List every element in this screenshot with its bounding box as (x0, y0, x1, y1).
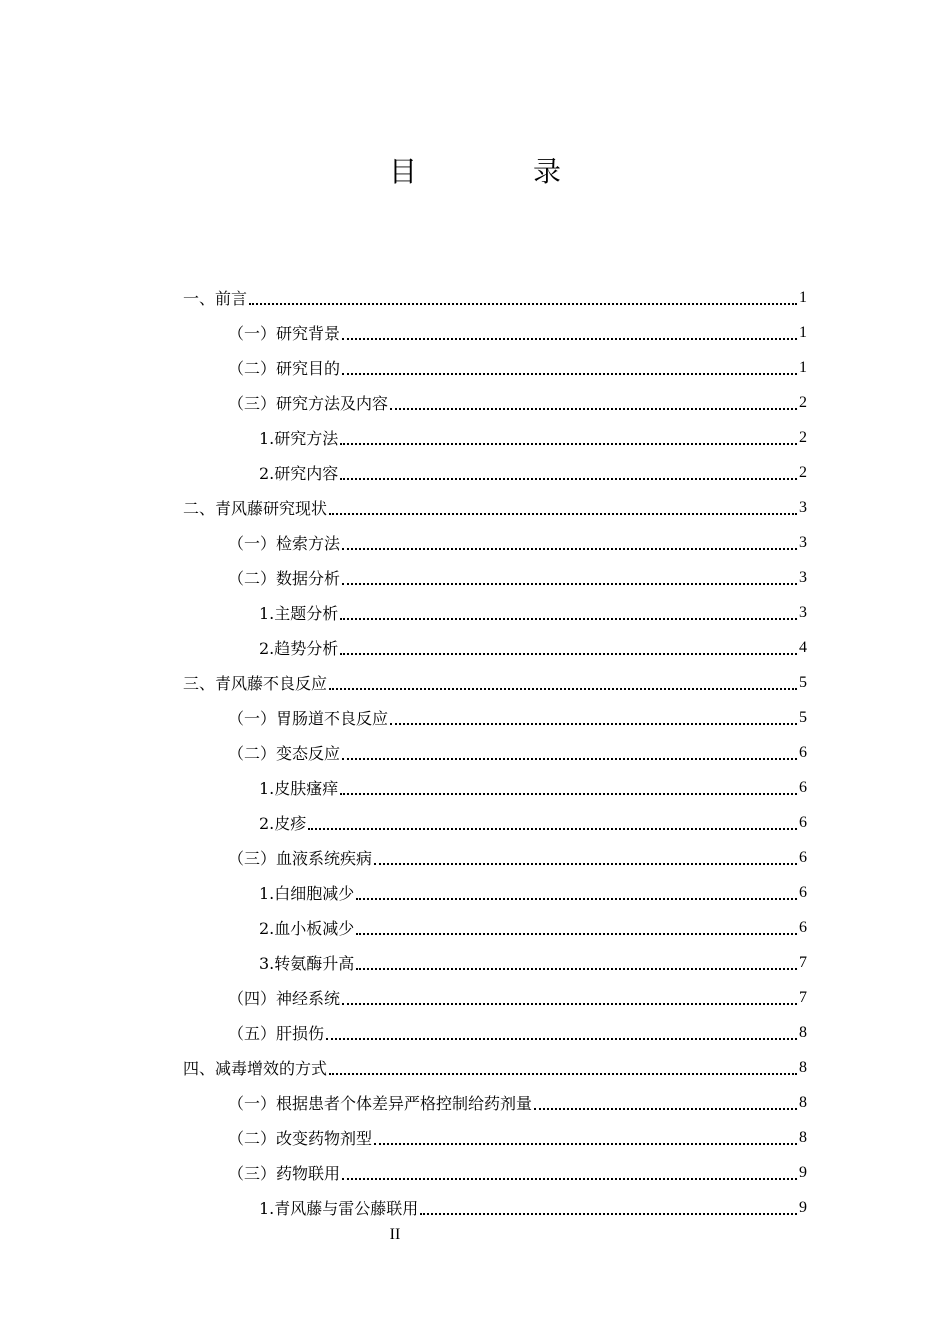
toc-entry-label: （二）研究目的 (228, 359, 341, 378)
toc-entry-page-number: 1 (799, 323, 807, 341)
toc-entry-page-number: 2 (799, 463, 807, 481)
toc-entry-label: 2.研究内容 (259, 464, 339, 483)
toc-dot-leader (340, 792, 797, 795)
toc-entry[interactable] (228, 1155, 807, 1190)
toc-entry-page-number: 1 (799, 358, 807, 376)
toc-dot-leader (534, 1107, 797, 1110)
toc-entry-page-number: 8 (799, 1128, 807, 1146)
toc-entry-label: （二）数据分析 (228, 569, 341, 588)
toc-entry[interactable] (228, 385, 807, 420)
toc-entry-label: （三）药物联用 (228, 1164, 341, 1183)
toc-entry-page-number: 6 (799, 743, 807, 761)
toc-entry[interactable] (183, 1050, 807, 1085)
toc-dot-leader (342, 1002, 797, 1005)
toc-entry[interactable] (228, 700, 807, 735)
toc-entry[interactable] (228, 735, 807, 770)
toc-dot-leader (342, 337, 797, 340)
toc-entry[interactable] (228, 350, 807, 385)
toc-entry[interactable] (259, 945, 807, 980)
toc-entry-page-number: 3 (799, 568, 807, 586)
toc-entry[interactable] (228, 1015, 807, 1050)
toc-entry[interactable] (228, 1120, 807, 1155)
toc-entry-page-number: 2 (799, 428, 807, 446)
toc-entry-label: （五）肝损伤 (228, 1024, 325, 1043)
toc-entry[interactable] (228, 840, 807, 875)
toc-dot-leader (374, 862, 797, 865)
toc-dot-leader (342, 372, 797, 375)
toc-entry[interactable] (228, 560, 807, 595)
toc-entry-label: 1.皮肤瘙痒 (259, 779, 339, 798)
toc-entry-label: 1.青风藤与雷公藤联用 (259, 1199, 419, 1218)
page-title: 目 录 (388, 155, 605, 188)
toc-entry-label: 一、前言 (183, 289, 248, 308)
toc-entry[interactable] (228, 1085, 807, 1120)
toc-dot-leader (390, 407, 797, 410)
toc-entry-label: （二）变态反应 (228, 744, 341, 763)
toc-entry-page-number: 1 (799, 288, 807, 306)
toc-entry[interactable] (259, 770, 807, 805)
toc-entry[interactable] (259, 420, 807, 455)
toc-entry-page-number: 6 (799, 883, 807, 901)
toc-dot-leader (342, 582, 797, 585)
toc-dot-leader (340, 617, 797, 620)
toc-entry-label: （一）胃肠道不良反应 (228, 709, 389, 728)
toc-dot-leader (342, 547, 797, 550)
toc-entry[interactable] (259, 630, 807, 665)
page-number-footer: II (389, 1226, 401, 1243)
toc-entry-page-number: 6 (799, 778, 807, 796)
toc-entry-page-number: 7 (799, 988, 807, 1006)
toc-entry-label: 二、青风藤研究现状 (183, 499, 328, 518)
toc-entry-label: （四）神经系统 (228, 989, 341, 1008)
toc-entry[interactable] (183, 665, 807, 700)
toc-entry-label: （一）检索方法 (228, 534, 341, 553)
toc-entry-page-number: 6 (799, 813, 807, 831)
toc-entry-label: （三）血液系统疾病 (228, 849, 373, 868)
toc-entry-page-number: 4 (799, 638, 807, 656)
toc-dot-leader (356, 932, 797, 935)
toc-entry[interactable] (228, 315, 807, 350)
toc-entry[interactable] (259, 455, 807, 490)
toc-dot-leader (329, 512, 797, 515)
toc-entry-page-number: 3 (799, 603, 807, 621)
toc-entry-page-number: 9 (799, 1198, 807, 1216)
toc-dot-leader (249, 302, 797, 305)
toc-entry-page-number: 8 (799, 1058, 807, 1076)
toc-dot-leader (340, 442, 797, 445)
toc-entry-page-number: 8 (799, 1093, 807, 1111)
toc-entry[interactable] (259, 595, 807, 630)
toc-dot-leader (342, 1177, 797, 1180)
toc-entry-label: 1.主题分析 (259, 604, 339, 623)
toc-entry-page-number: 2 (799, 393, 807, 411)
toc-entry-page-number: 6 (799, 918, 807, 936)
toc-entry-label: 2.趋势分析 (259, 639, 339, 658)
toc-entry[interactable] (183, 280, 807, 315)
toc-entry-label: 2.血小板减少 (259, 919, 355, 938)
toc-entry-label: （二）改变药物剂型 (228, 1129, 373, 1148)
toc-dot-leader (340, 477, 797, 480)
toc-entry-label: （一）研究背景 (228, 324, 341, 343)
toc-entry[interactable] (259, 1190, 807, 1225)
toc-entry-page-number: 7 (799, 953, 807, 971)
toc-dot-leader (326, 1037, 797, 1040)
toc-dot-leader (329, 687, 797, 690)
toc-entry-label: 2.皮疹 (259, 814, 307, 833)
toc-dot-leader (342, 757, 797, 760)
toc-entry-page-number: 3 (799, 498, 807, 516)
toc-entry[interactable] (183, 490, 807, 525)
toc-entry-page-number: 9 (799, 1163, 807, 1181)
toc-entry[interactable] (259, 910, 807, 945)
toc-dot-leader (308, 827, 797, 830)
toc-entry[interactable] (228, 525, 807, 560)
toc-entry-label: （一）根据患者个体差异严格控制给药剂量 (228, 1094, 533, 1113)
toc-dot-leader (420, 1212, 797, 1215)
toc-entry-label: 四、减毒增效的方式 (183, 1059, 328, 1078)
toc-entry[interactable] (259, 805, 807, 840)
toc-dot-leader (390, 722, 797, 725)
toc-entry-label: 三、青风藤不良反应 (183, 674, 328, 693)
toc-entry-label: 1.白细胞减少 (259, 884, 355, 903)
toc-dot-leader (340, 652, 797, 655)
toc-dot-leader (356, 897, 797, 900)
toc-entry-label: 1.研究方法 (259, 429, 339, 448)
toc-entry-label: 3.转氨酶升高 (259, 954, 355, 973)
toc-entry-page-number: 5 (799, 673, 807, 691)
toc-entry-page-number: 6 (799, 848, 807, 866)
toc-entry[interactable] (228, 980, 807, 1015)
toc-entry-label: （三）研究方法及内容 (228, 394, 389, 413)
toc-entry-page-number: 5 (799, 708, 807, 726)
toc-dot-leader (356, 967, 797, 970)
toc-entry[interactable] (259, 875, 807, 910)
toc-entry-page-number: 8 (799, 1023, 807, 1041)
toc-dot-leader (329, 1072, 797, 1075)
toc-dot-leader (374, 1142, 797, 1145)
toc-entry-page-number: 3 (799, 533, 807, 551)
